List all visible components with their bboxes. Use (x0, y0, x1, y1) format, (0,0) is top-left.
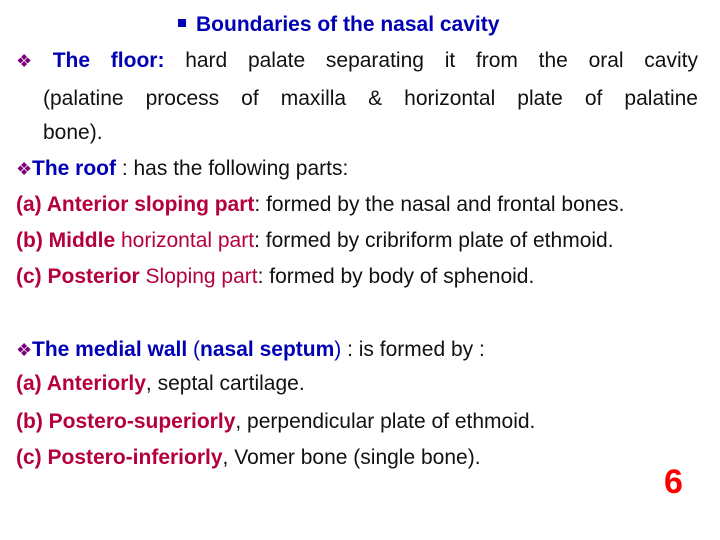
roof-rest: : has the following parts: (116, 157, 349, 180)
roof-a-prefix: (a) (16, 193, 47, 216)
roof-item-c (16, 265, 534, 289)
page-number: 6 (664, 463, 683, 501)
medial-c-rest: , Vomer bone (single bone). (222, 446, 481, 469)
title-text: Boundaries of the nasal cavity (196, 13, 500, 36)
roof-c-label: Posterior (47, 265, 140, 288)
floor-line-1 (16, 49, 698, 73)
diamond-bullet-icon: ❖ (16, 340, 33, 360)
medial-item-b (16, 410, 535, 434)
roof-item-b (16, 229, 614, 253)
medial-a-label: Anteriorly (46, 372, 146, 395)
roof-b-rest: : formed by cribriform plate of ethmoid. (254, 229, 614, 252)
roof-c-prefix: (c) (16, 265, 48, 288)
medial-b-prefix: (b) (16, 410, 49, 433)
roof-a-rest: : formed by the nasal and frontal bones. (254, 193, 625, 216)
medial-paren-close: ) (334, 338, 342, 361)
roof-b-prefix: (b) (16, 229, 49, 252)
floor-line-2 (43, 87, 698, 111)
medial-b-label: Postero-superiorly (48, 410, 236, 433)
medial-septum: nasal septum (200, 338, 335, 361)
roof-c-label-2: Sloping part (139, 265, 258, 288)
floor-label: The floor: (52, 49, 165, 72)
medial-c-label: Postero-inferiorly (47, 446, 223, 469)
medial-rest: : is formed by : (341, 338, 485, 361)
medial-label: The medial wall (32, 338, 188, 361)
roof-item-a (16, 193, 625, 217)
medial-a-rest: , septal cartilage. (145, 372, 305, 395)
medial-c-prefix: (c) (16, 446, 48, 469)
medial-paren-open: ( (187, 338, 201, 361)
slide-title (178, 13, 499, 37)
medial-item-c (16, 446, 481, 470)
diamond-bullet-icon: ❖ (16, 159, 33, 179)
roof-a-label: Anterior sloping part (46, 193, 255, 216)
roof-b-label-2: horizontal part (115, 229, 255, 252)
medial-heading (16, 338, 485, 362)
roof-heading (16, 157, 348, 181)
floor-text-1: hard palate separating it from the oral cavity (185, 49, 698, 72)
roof-label: The roof (32, 157, 116, 180)
square-bullet-icon (178, 19, 186, 27)
floor-line-3 (43, 121, 103, 145)
roof-c-rest: : formed by body of sphenoid. (257, 265, 535, 288)
medial-a-prefix: (a) (16, 372, 47, 395)
medial-b-rest: , perpendicular plate of ethmoid. (235, 410, 536, 433)
roof-b-label: Middle (48, 229, 116, 252)
medial-item-a (16, 372, 305, 396)
floor-text-3: bone). (43, 121, 103, 144)
diamond-bullet-icon: ❖ (16, 51, 33, 71)
floor-text-2: (palatine process of maxilla & horizontal plate of palatine (43, 87, 698, 110)
